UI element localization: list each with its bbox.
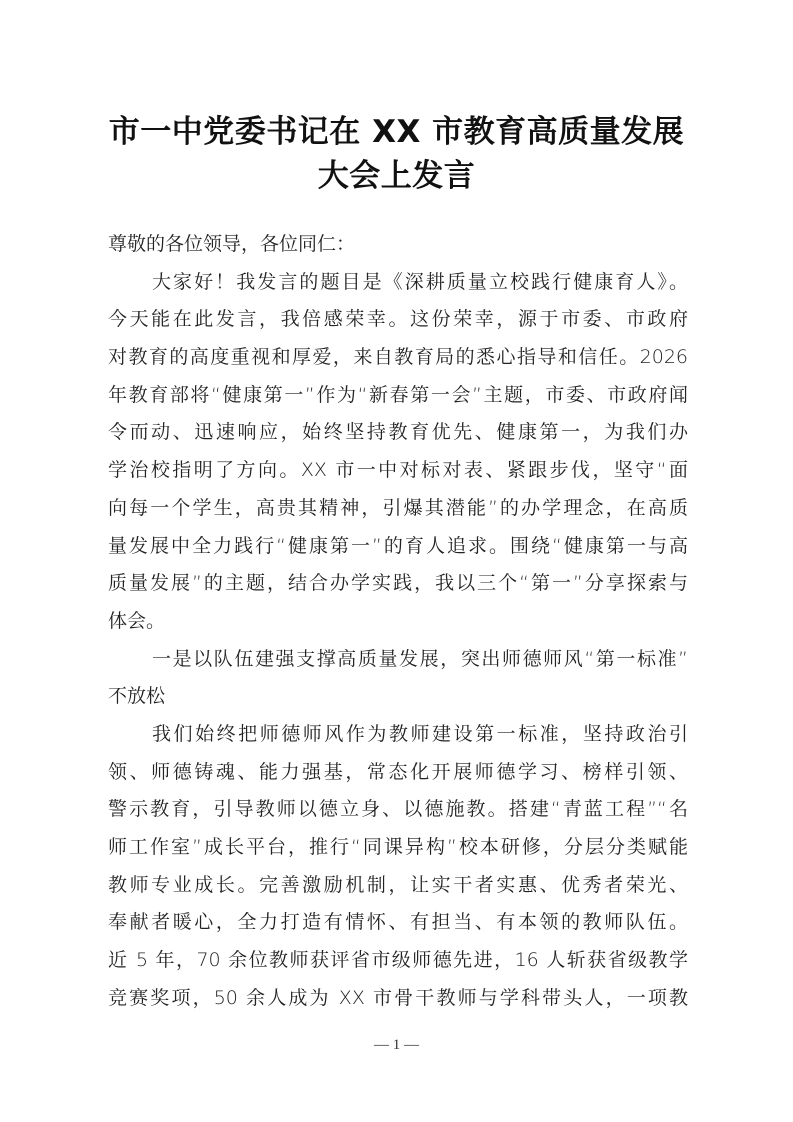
body-line: 向每一个学生，高贵其精神，引爆其潜能”的办学理念，在高质 (108, 496, 688, 519)
body-line: 今天能在此发言，我倍感荣幸。这份荣幸，源于市委、市政府 (108, 308, 688, 331)
document-body (108, 226, 688, 1017)
body-line: 大家好！我发言的题目是《深耕质量立校践行健康育人》。 (152, 270, 688, 293)
body-line: 不放松 (108, 685, 166, 708)
body-line: 领、师德铸魂、能力强基，常态化开展师德学习、榜样引领、 (108, 760, 688, 783)
body-line: 竞赛奖项，50 余人成为 XX 市骨干教师与学科带头人，一项教 (108, 986, 688, 1009)
body-line: 体会。 (108, 609, 166, 632)
title-line-1: 市一中党委书记在 XX 市教育高质量发展 (108, 114, 685, 150)
body-line: 令而动、迅速响应，始终坚持教育优先、健康第一，为我们办 (108, 421, 688, 444)
body-line: 奉献者暖心，全力打造有情怀、有担当、有本领的教师队伍。 (108, 911, 688, 934)
document-title (60, 110, 733, 198)
body-line: 对教育的高度重视和厚爱，来自教育局的悉心指导和信任。2026 (108, 346, 688, 369)
page-number: — 1 — (374, 1037, 419, 1053)
body-line: 近 5 年，70 余位教师获评省市级师德先进，16 人斩获省级教学 (108, 949, 688, 972)
body-line: 教师专业成长。完善激励机制，让实干者实惠、优秀者荣光、 (108, 873, 688, 896)
body-line: 年教育部将“健康第一”作为“新春第一会”主题，市委、市政府闻 (108, 383, 688, 406)
body-line: 师工作室”成长平台，推行“同课异构”校本研修，分层分类赋能 (108, 836, 688, 858)
body-line: 学治校指明了方向。XX 市一中对标对表、紧跟步伐，坚守“面 (108, 459, 688, 482)
body-line: 量发展中全力践行“健康第一”的育人追求。围绕“健康第一与高 (108, 534, 688, 557)
body-line: 一是以队伍建强支撑高质量发展，突出师德师风“第一标准” (152, 647, 688, 670)
body-line: 质量发展”的主题，结合办学实践，我以三个“第一”分享探索与 (108, 572, 688, 595)
body-line: 我们始终把师德师风作为教师建设第一标准，坚持政治引 (152, 722, 688, 745)
title-line-2: 大会上发言 (317, 158, 476, 194)
body-line: 尊敬的各位领导，各位同仁： (108, 233, 356, 255)
body-line: 警示教育，引导教师以德立身、以德施教。搭建“青蓝工程”“名 (108, 798, 688, 821)
